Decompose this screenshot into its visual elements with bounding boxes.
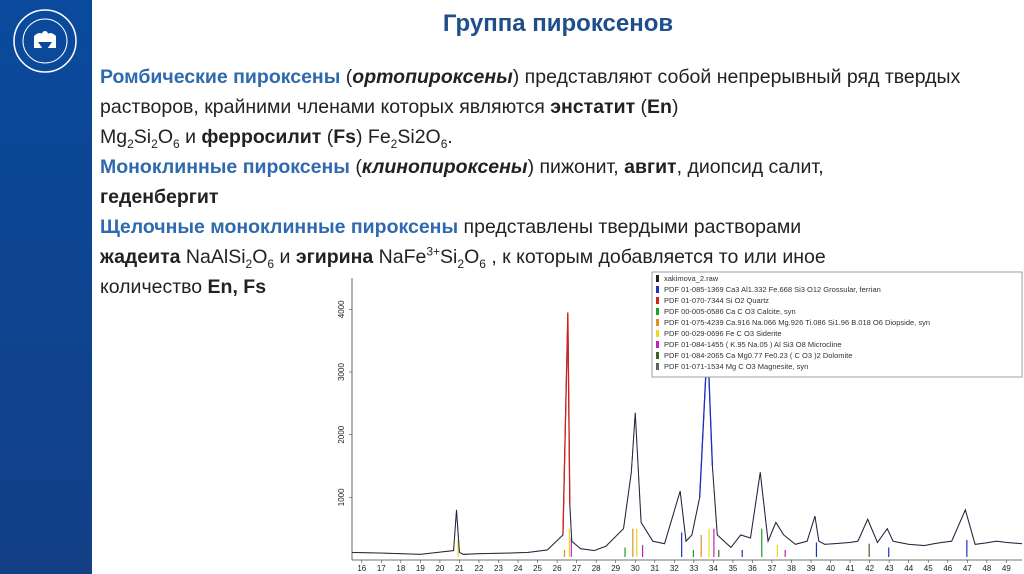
x-tick-label: 40: [826, 564, 836, 573]
x-tick-label: 41: [845, 564, 855, 573]
x-tick-label: 21: [454, 564, 464, 573]
x-tick-label: 48: [982, 564, 992, 573]
legend-entry: PDF 01-084-1455 ( K.95 Na.05 ) Al Si3 O8 Microcline: [664, 340, 842, 349]
paragraph-orthopyroxenes: [100, 62, 1000, 152]
legend-entry: PDF 01-085-1369 Ca3 Al1.332 Fe.668 Si3 O12 Grossular, ferrian: [664, 285, 881, 294]
legend-swatch: [656, 330, 659, 337]
y-tick-label: 2000: [337, 425, 346, 444]
text: , диопсид салит,: [676, 156, 824, 178]
x-tick-label: 27: [572, 564, 582, 573]
term-ferrosilite: ферросилит: [201, 126, 322, 148]
x-tick-label: 45: [923, 564, 933, 573]
legend-swatch: [656, 308, 659, 315]
x-tick-label: 25: [533, 564, 543, 573]
text: (: [635, 96, 648, 118]
text: представлены твердыми растворами: [458, 216, 802, 238]
formula-jadeite: $NaAlSi_2O_6$: [180, 246, 275, 271]
x-tick-label: 33: [689, 564, 699, 573]
text: ) пижонит,: [527, 156, 625, 178]
text: ) представляют собой непрерывный ряд твердых растворов, крайними членами которых являются: [100, 66, 961, 118]
x-tick-label: 18: [396, 564, 406, 573]
xrd-pattern-chart: [322, 268, 1024, 574]
x-tick-label: 31: [650, 564, 660, 573]
sidebar-band: [0, 0, 92, 574]
term-orthopyroxenes: ортопироксены: [352, 66, 513, 88]
x-tick-label: 30: [630, 564, 640, 573]
legend-entry: PDF 01-071-1534 Mg C O3 Magnesite, syn: [664, 362, 809, 371]
x-tick-label: 47: [962, 564, 972, 573]
text: (: [349, 156, 362, 178]
x-tick-label: 43: [884, 564, 894, 573]
abbr-en: En: [647, 96, 672, 118]
x-tick-label: 34: [708, 564, 718, 573]
x-tick-label: 19: [415, 564, 425, 573]
y-tick-label: 1000: [337, 488, 346, 507]
legend-swatch: [656, 352, 659, 359]
x-tick-label: 28: [591, 564, 601, 573]
x-tick-label: 20: [435, 564, 445, 573]
x-tick-label: 38: [787, 564, 796, 573]
term-augite: авгит: [624, 156, 677, 178]
legend-swatch: [656, 275, 659, 282]
x-tick-label: 29: [611, 564, 621, 573]
text: и: [274, 246, 296, 268]
term-enstatite: энстатит: [550, 96, 636, 118]
legend-entry: PDF 00-005-0586 Ca C O3 Calcite, syn: [664, 307, 796, 316]
x-tick-label: 36: [747, 564, 757, 573]
term-aegirine: эгирина: [295, 246, 374, 268]
x-tick-label: 44: [904, 564, 914, 573]
x-tick-label: 39: [806, 564, 816, 573]
text: ): [355, 126, 368, 148]
text: , к которым добавляется то или иное: [485, 246, 826, 268]
x-tick-label: 32: [669, 564, 679, 573]
x-tick-label: 24: [513, 564, 523, 573]
abbr-fs: Fs: [333, 126, 356, 148]
chart-legend: [652, 272, 1022, 377]
text: (: [321, 126, 334, 148]
term-orthorhombic: Ромбические пироксены: [100, 66, 341, 88]
formula-aegirine: $NaFe^{3+}Si_2O_6$: [373, 244, 486, 271]
x-tick-label: 17: [376, 564, 386, 573]
y-tick-label: 4000: [337, 300, 346, 319]
x-tick-label: 49: [1001, 564, 1011, 573]
legend-swatch: [656, 286, 659, 293]
x-tick-label: 35: [728, 564, 738, 573]
x-tick-label: 46: [943, 564, 953, 573]
formula-ferrosilite: $Fe_2Si2O_6$.: [367, 126, 453, 151]
y-tick-label: 3000: [337, 363, 346, 381]
x-tick-label: 42: [865, 564, 875, 573]
x-tick-label: 16: [357, 564, 367, 573]
text: количество: [100, 276, 208, 298]
term-monoclinic: Моноклинные пироксены: [100, 156, 350, 178]
abbr-en-fs: En, Fs: [207, 276, 267, 298]
paragraph-clinopyroxenes: [100, 152, 1000, 212]
text: и: [179, 126, 202, 148]
content-text: [100, 62, 1000, 302]
term-jadeite: жадеита: [100, 246, 181, 268]
x-tick-label: 37: [767, 564, 777, 573]
legend-swatch: [656, 297, 659, 304]
term-hedenbergite: геденбергит: [100, 186, 219, 208]
text: (: [340, 66, 353, 88]
legend-entry: PDF 00-029-0696 Fe C O3 Siderite: [664, 329, 782, 338]
quartz-peak-line: [563, 312, 570, 534]
page-title: Группа пироксенов: [442, 10, 674, 37]
term-alkaline-monoclinic: Щелочные моноклинные пироксены: [100, 216, 459, 238]
x-tick-label: 26: [552, 564, 562, 573]
legend-entry: PDF 01-075-4239 Ca.916 Na.066 Mg.926 Ti.086 Si1.96 B.018 O6 Diopside, syn: [664, 318, 930, 327]
x-tick-label: 23: [494, 564, 503, 573]
term-clinopyroxenes: клинопироксены: [361, 156, 528, 178]
legend-entry: PDF 01-070-7344 Si O2 Quartz: [664, 296, 770, 305]
legend-entry: PDF 01-084-2065 Ca Mg0.77 Fe0.23 ( C O3 )2 Dolomite: [664, 351, 853, 360]
x-tick-label: 22: [474, 564, 484, 573]
legend-swatch: [656, 341, 659, 348]
text: ): [671, 96, 679, 118]
university-crest-icon: [10, 6, 80, 76]
legend-swatch: [656, 363, 659, 370]
formula-enstatite: $Mg_2Si_2O_6$: [100, 126, 180, 151]
legend-entry: xakimova_2.raw: [664, 274, 719, 283]
legend-swatch: [656, 319, 659, 326]
